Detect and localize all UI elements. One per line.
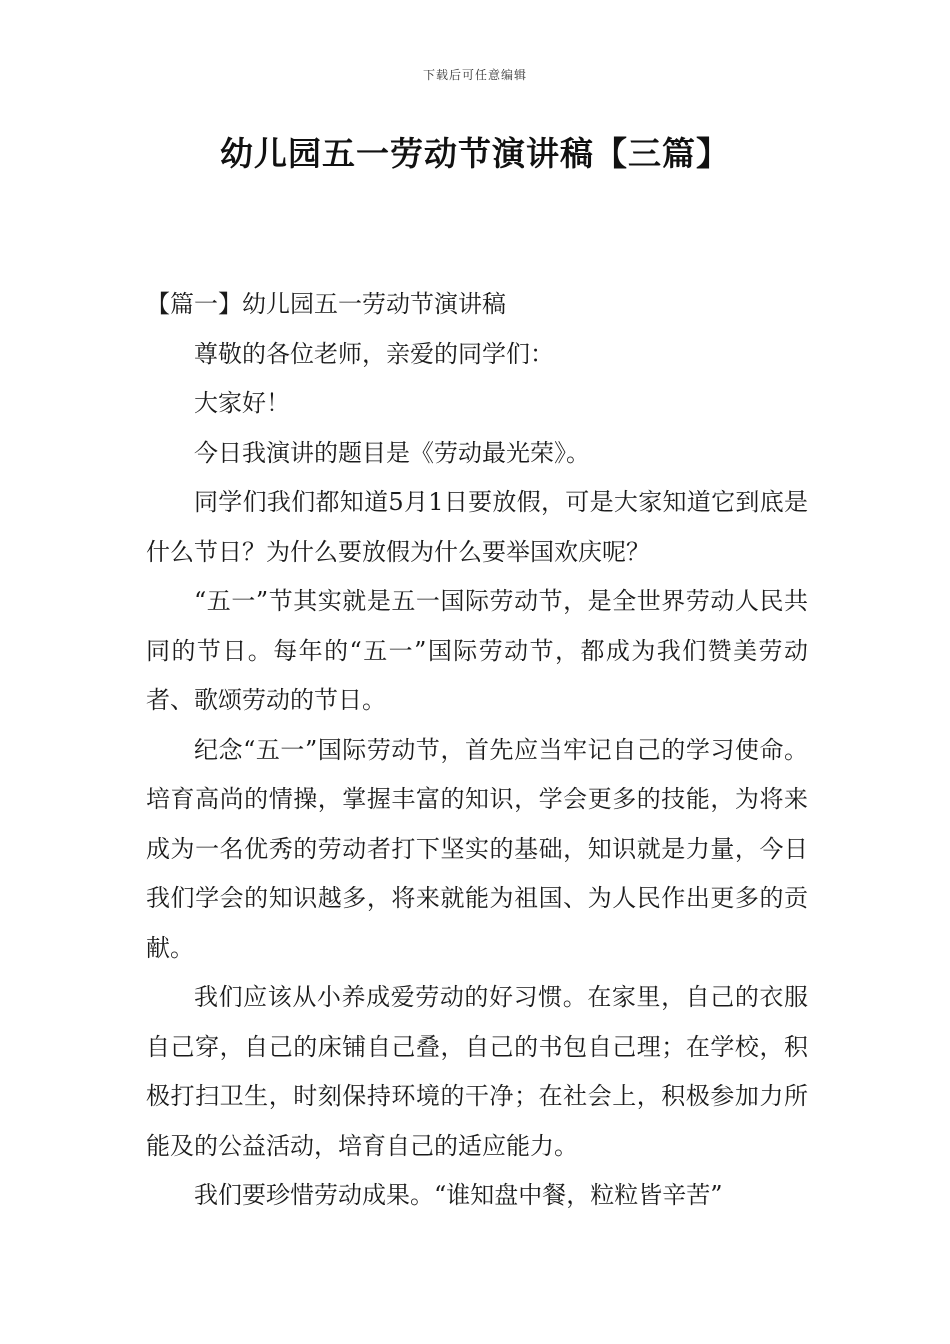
paragraph-hello: 大家好！ (194, 389, 290, 417)
paragraph: 我们要珍惜劳动成果。“谁知盘中餐，粒粒皆辛苦” (194, 1181, 723, 1209)
document-body (146, 280, 808, 1221)
paragraph: 我们应该从小养成爱劳动的好习惯。在家里，自己的衣服自己穿，自己的床铺自己叠，自己的书包自己理；在学校，积极打扫卫生，时刻保持环境的干净；在社会上，积极参加力所能及的公益活动，培育自己的适应能力。 (146, 983, 808, 1160)
paragraph: 同学们我们都知道5月1日要放假，可是大家知道它到底是什么节日？为什么要放假为什么要举国欢庆呢？ (146, 488, 808, 566)
section-heading: 【篇一】幼儿园五一劳动节演讲稿 (146, 290, 506, 318)
paragraph: 纪念“五一”国际劳动节，首先应当牢记自己的学习使命。培育高尚的情操，掌握丰富的知识，学会更多的技能，为将来成为一名优秀的劳动者打下坚实的基础，知识就是力量，今日我们学会的知识越多，将来就能为祖国、为人民作出更多的贡献。 (146, 735, 808, 962)
paragraph-greeting: 尊敬的各位老师，亲爱的同学们： (194, 339, 554, 368)
paragraph: “五一”节其实就是五一国际劳动节，是全世界劳动人民共同的节日。每年的“五一”国际劳动节，都成为我们赞美劳动者、歌颂劳动的节日。 (146, 587, 808, 714)
paragraph-topic: 今日我演讲的题目是《劳动最光荣》。 (194, 438, 590, 467)
document-title: 幼儿园五一劳动节演讲稿【三篇】 (220, 134, 730, 173)
header-note: 下载后可任意编辑 (422, 68, 527, 82)
